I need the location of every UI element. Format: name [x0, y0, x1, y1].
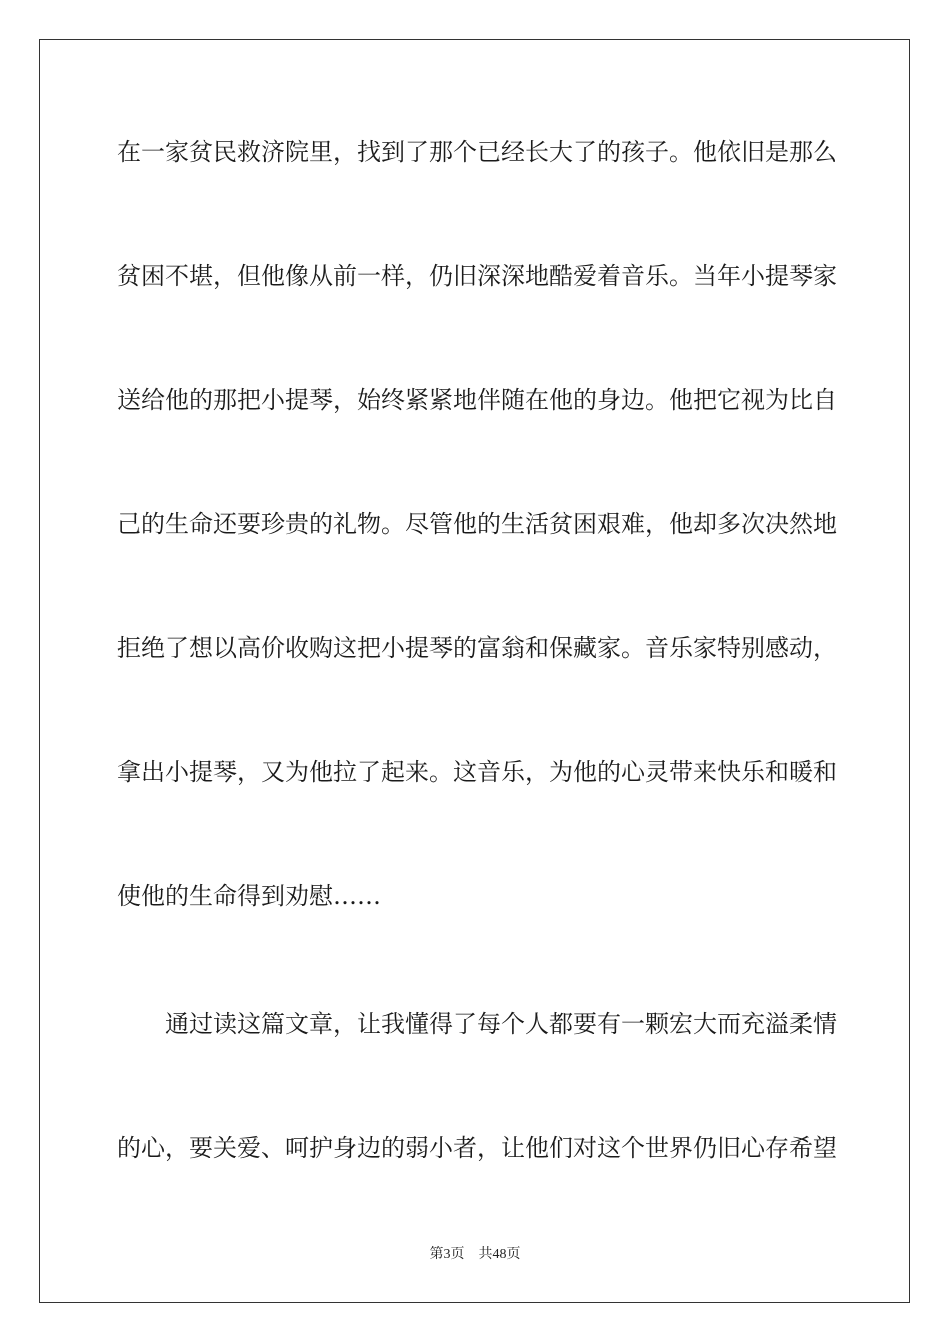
page-total: 共48页: [478, 1247, 521, 1262]
body-line-6: 拿出小提琴，又为他拉了起来。这音乐，为他的心灵带来快乐和暖和: [117, 758, 837, 786]
body-line-3: 送给他的那把小提琴，始终紧紧地伴随在他的身边。他把它视为比自: [117, 386, 837, 414]
page-number: 第3页: [429, 1247, 465, 1262]
body-line-5: 拒绝了想以高价收购这把小提琴的富翁和保藏家。音乐家特别感动，: [117, 634, 837, 662]
page-footer: [0, 1246, 950, 1264]
body-line-9: 的心，要关爱、呵护身边的弱小者，让他们对这个世界仍旧心存希望: [117, 1134, 837, 1162]
body-line-8: 通过读这篇文章，让我懂得了每个人都要有一颗宏大而充溢柔情: [165, 1010, 837, 1038]
body-line-4: 己的生命还要珍贵的礼物。尽管他的生活贫困艰难，他却多次决然地: [117, 510, 837, 538]
body-line-2: 贫困不堪，但他像从前一样，仍旧深深地酷爱着音乐。当年小提琴家: [117, 262, 837, 290]
body-line-1: 在一家贫民救济院里，找到了那个已经长大了的孩子。他依旧是那么: [117, 138, 837, 166]
body-line-7: 使他的生命得到劝慰……: [117, 882, 381, 910]
page-border: [39, 39, 910, 1303]
